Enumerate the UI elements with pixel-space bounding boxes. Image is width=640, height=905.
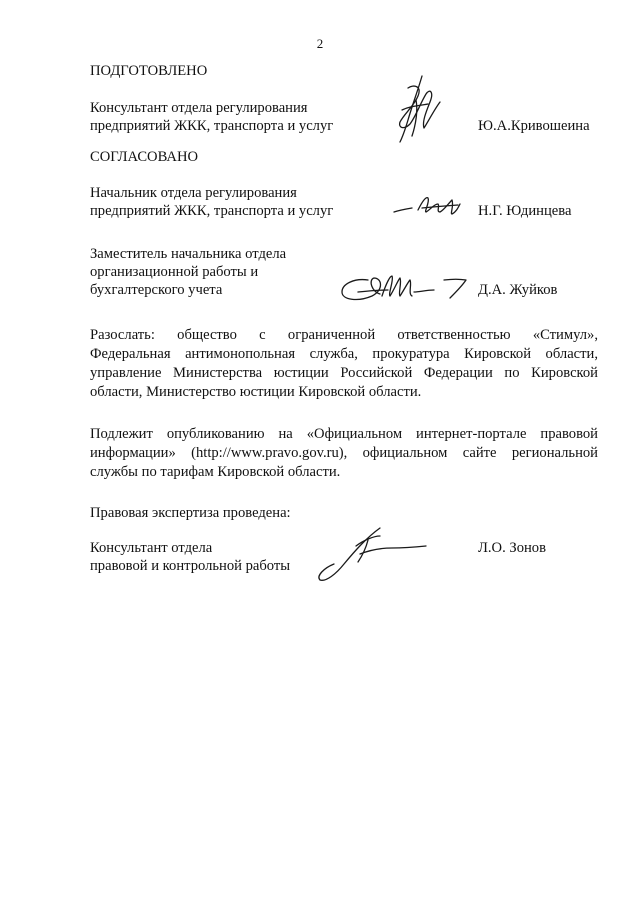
agreed-signer1-position-line2: предприятий ЖКК, транспорта и услуг: [90, 203, 334, 219]
agreed-signer2-name: Д.А. Жуйков: [478, 282, 558, 298]
distribution-line-1: Разослать: общество с ограниченной ответственностью «Стимул»,: [90, 327, 598, 343]
publication-line-1: Подлежит опубликованию на «Официальном интернет-портале правовой: [90, 426, 598, 442]
agreed-signer1-name: Н.Г. Юдинцева: [478, 203, 572, 219]
agreed-signer1-position-line1: Начальник отдела регулирования: [90, 185, 297, 201]
signature-zhuykov: [338, 270, 478, 306]
prepared-position-line2: предприятий ЖКК, транспорта и услуг: [90, 118, 334, 134]
agreed-signer2-position-line1: Заместитель начальника отдела: [90, 246, 287, 262]
publication-line-3: службы по тарифам Кировской области.: [90, 464, 341, 480]
signature-zonov: [316, 524, 428, 586]
distribution-line-2: Федеральная антимонопольная служба, прокуратура Кировской области,: [90, 346, 598, 362]
publication-paragraph: [90, 425, 598, 482]
signature-yudintseva: [392, 192, 464, 220]
legal-position-line1: Консультант отдела: [90, 540, 213, 556]
distribution-paragraph: [90, 326, 598, 402]
prepared-position-line1: Консультант отдела регулирования: [90, 100, 308, 116]
agreed-signer2-position-line2: организационной работы и: [90, 264, 259, 280]
prepared-name: Ю.А.Кривошеина: [478, 118, 590, 134]
agreed-signer2-position-line3: бухгалтерского учета: [90, 282, 223, 298]
distribution-line-4: области, Министерство юстиции Кировской области.: [90, 384, 422, 400]
page-number: 2: [316, 36, 324, 51]
legal-name: Л.О. Зонов: [478, 540, 546, 556]
signature-krivosheina: [388, 70, 448, 148]
publication-line-2: информации» (http://www.pravo.gov.ru), официальном сайте региональной: [90, 445, 598, 461]
legal-position-line2: правовой и контрольной работы: [90, 558, 291, 574]
prepared-heading: ПОДГОТОВЛЕНО: [90, 63, 208, 79]
legal-heading: Правовая экспертиза проведена:: [90, 505, 291, 521]
agreed-heading: СОГЛАСОВАНО: [90, 149, 199, 165]
distribution-line-3: управление Министерства юстиции Российской Федерации по Кировской: [90, 365, 598, 381]
